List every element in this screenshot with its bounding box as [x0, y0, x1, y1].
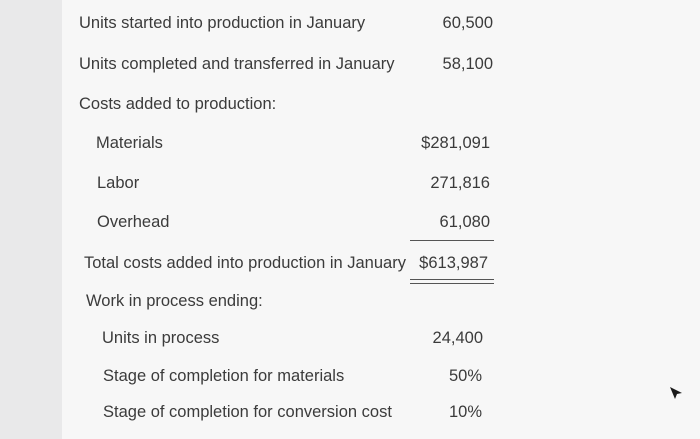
total-double-underline-top: [410, 279, 494, 280]
wip-ending-heading: Work in process ending:: [86, 292, 263, 310]
row-units-completed: [0, 52, 700, 76]
row-units-started: [0, 11, 700, 35]
stage-conversion-value: 10%: [448, 403, 482, 421]
costs-added-heading: Costs added to production:: [79, 95, 277, 113]
total-double-underline-bottom: [410, 283, 494, 284]
units-started-value: 60,500: [442, 14, 493, 32]
subtotal-underline: [410, 240, 494, 241]
stage-materials-label: Stage of completion for materials: [103, 367, 345, 385]
overhead-label: Overhead: [97, 213, 170, 231]
mouse-pointer-icon: [668, 385, 684, 401]
labor-label: Labor: [97, 174, 140, 192]
row-wip-ending: [0, 289, 700, 313]
labor-value: 271,816: [430, 174, 490, 192]
row-costs-added: [0, 92, 700, 116]
total-costs-value: $613,987: [419, 254, 488, 272]
total-costs-label: Total costs added into production in January: [84, 254, 406, 272]
row-overhead: [0, 210, 700, 234]
units-completed-label: Units completed and transferred in January: [79, 55, 395, 73]
row-units-in-process: [0, 326, 700, 350]
row-total-costs: [0, 251, 700, 275]
row-stage-conversion: [0, 400, 700, 424]
units-in-process-label: Units in process: [102, 329, 220, 347]
units-started-label: Units started into production in January: [79, 14, 366, 32]
row-stage-materials: [0, 364, 700, 388]
overhead-value: 61,080: [439, 213, 490, 231]
units-completed-value: 58,100: [442, 55, 493, 73]
units-in-process-value: 24,400: [432, 329, 483, 347]
row-labor: [0, 171, 700, 195]
materials-label: Materials: [96, 134, 163, 152]
row-materials: [0, 131, 700, 155]
stage-conversion-label: Stage of completion for conversion cost: [103, 403, 392, 421]
materials-value: $281,091: [421, 134, 490, 152]
stage-materials-value: 50%: [448, 367, 482, 385]
